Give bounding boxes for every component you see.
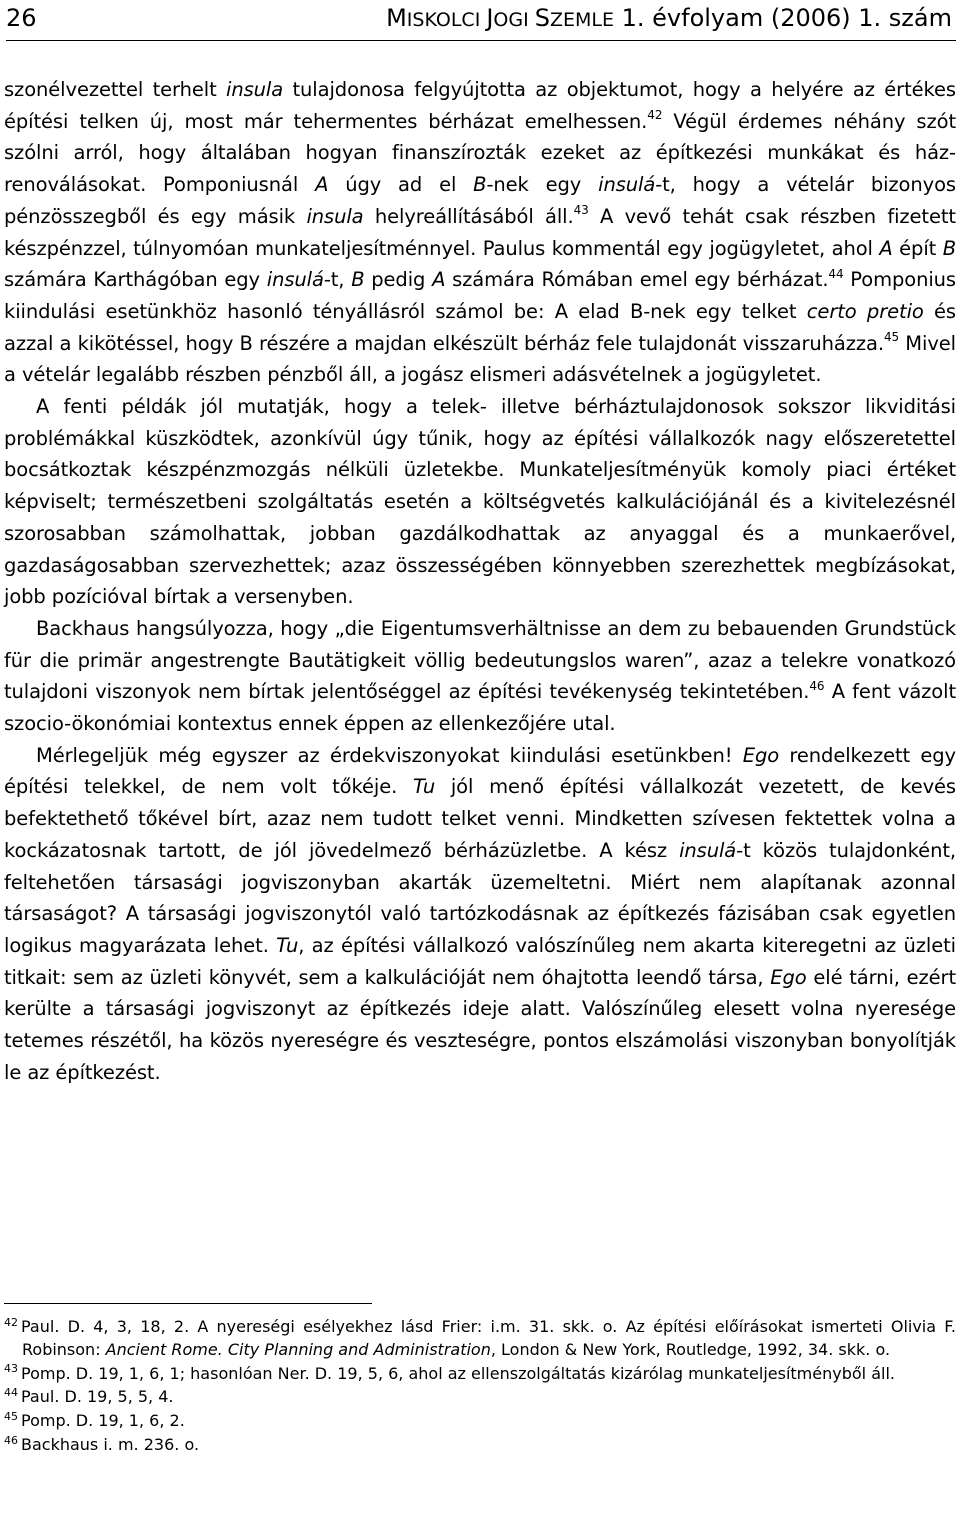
footnote-42: $^{42}$ Paul. D. 4, 3, 18, 2. A nyereségi esélyekhez lásd Frier: i.m. 31. skk. o. Az építési előírásokat ismerteti Olivia F. Robinson: Ancient Rome. City Planning and Administration, London & New York, Routledge, 1992, 34. skk. o. xyxy=(4,1315,956,1359)
footnote-ref-44[interactable]: 44 xyxy=(828,266,844,281)
footnote-ref-42[interactable]: 42 xyxy=(647,108,663,123)
paragraph-2: A fenti példák jól mutatják, hogy a telek- illetve bérháztulajdonosok sokszor likviditási problémákkal küszködtek, azonkívül úgy tűnik, hogy az építési vállalkozók nagy előszeretettel bocsátkoztak készpénzmozgás nélküli üzletekbe. Munkateljesítményük komoly piaci értéket képviselt; természetbeni szolgáltatás esetén a költségvetés kalkulációjánál és a kivitelezésnél szorosabban számolhattak, jobban gazdálkodhattak az anyaggal és a munkaerővel, gazdaságosabban szervezhettek; azaz összességében könnyebben szerezhettek megbízásokat, jobb pozícióval bírtak a versenyben. xyxy=(4,395,956,609)
paragraph-3: Backhaus hangsúlyozza, hogy „die Eigentumsverhältnisse an dem zu bebauenden Grundstück für die primär angestrengte Bautätigkeit völlig bedeutungslos waren”, azaz a telekre vonatkozó tulajdoni viszonyok nem bírtak jelentőséggel az építési tevékenység tekintetében.$^{46}$ A fent vázolt szocio-ökonómiai kontextus ennek éppen az ellenkezőjére utal. xyxy=(4,616,956,736)
running-header xyxy=(6,4,954,34)
paragraph-1: szonélvezettel terhelt insula tulajdonosa felgyújtotta az objektumot, hogy a helyére az értékes építési telken új, most már tehermentes bérházat emelhessen.$^{42}$ Végül érdemes néhány szót szólni arról, hogy általában hogyan finanszírozták ezeket az építkezési munkákat és ház-renoválásokat. Pomponiusnál A úgy ad el B-nek egy insulá-t, hogy a vételár bizonyos pénzösszegből és egy másik insula helyreállításából áll.$^{43}$ A vevő tehát csak részben fizetett készpénzzel, túlnyomóan munkateljesítménnyel. Paulus kommentál egy jogügyletet, ahol A épít B számára Karthágóban egy insulá-t, B pedig A számára Rómában emel egy bérházat.$^{44}$ Pomponius kiindulási esetünkhöz hasonló tényállásról számol be: A elad B-nek egy telket certo pretio és azzal a kikötéssel, hogy B részére a majdan elkészült bérház fele tulajdonát visszaruházza.$^{45}$ Mivel a vételár legalább részben pénzből áll, a jogász elismeri adásvételnek a jogügyletet. xyxy=(4,78,956,387)
footnote-43: $^{43}$ Pomp. D. 19, 1, 6, 1; hasonlóan Ner. D. 19, 5, 6, ahol az ellenszolgáltatás kizárólag munkateljesítményből áll. xyxy=(4,1362,895,1383)
footnotes xyxy=(4,1316,956,1458)
footnote-separator xyxy=(4,1303,372,1304)
footnote-45: $^{45}$ Pomp. D. 19, 1, 6, 2. xyxy=(4,1409,185,1431)
header-rule xyxy=(6,40,956,41)
footnote-ref-46[interactable]: 46 xyxy=(809,678,825,693)
footnote-46: $^{46}$ Backhaus i. m. 236. o. xyxy=(4,1433,200,1454)
body-text xyxy=(4,74,956,1089)
footnote-ref-45[interactable]: 45 xyxy=(884,330,900,345)
footnote-44: $^{44}$ Paul. D. 19, 5, 5, 4. xyxy=(4,1386,174,1407)
footnote-ref-43[interactable]: 43 xyxy=(573,203,589,218)
paragraph-4: Mérlegeljük még egyszer az érdekviszonyokat kiindulási esetünkben! Ego rendelkezett egy építési telekkel, de nem volt tőkéje. Tu jól menő építési vállalkozát vezetett, de kevés befektethető tőkével bírt, azaz nem tudott telket venni. Mindketten szívesen fektettek volna a kockázatosnak tartott, de jól jövedelmező bérházüzletbe. A kész insulá-t közös tulajdonként, feltehetően társasági jogviszonyban akarták üzemeltetni. Miért nem alapítanak azonnal társaságot? A társasági jogviszonytól való tartózkodásnak az építkezés fázisában csak egyetlen logikus magyarázata lehet. Tu, az építési vállalkozó valószínűleg nem akarta kiteregetni az üzleti titkait: sem az üzleti könyvét, sem a kalkulációját nem óhajtotta leendő társa, Ego elé tárni, ezért kerülte a társasági jogviszonyt az építkezés ideje alatt. Valószínűleg elesett volna nyereségе tetemes részétől, ha közös nyereségre és veszteségre, pontos elszámolási viszonyban bonyolítják le az építkezést. xyxy=(4,743,956,1084)
page-number: 26 xyxy=(6,4,37,32)
running-title: MISKOLCI JOGI SZEMLE 1. évfolyam (2006) 1. szám xyxy=(386,4,952,32)
